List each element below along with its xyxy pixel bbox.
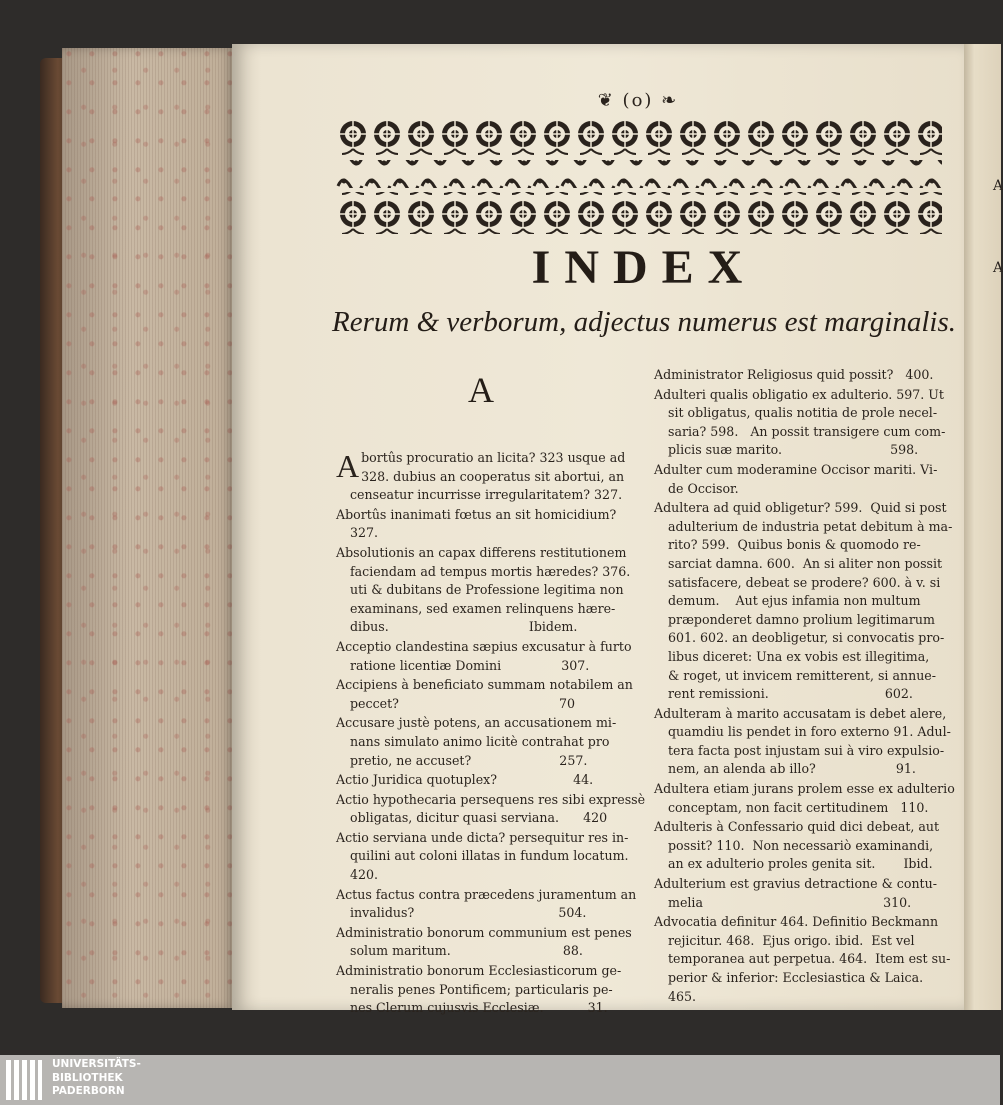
index-entry-line: Abortûs inanimati fœtus an sit homicidium? bbox=[336, 506, 617, 522]
library-name bbox=[52, 1058, 141, 1099]
index-entry bbox=[654, 461, 950, 498]
index-entry-line: sit obligatus, qualis notitia de prole necel- bbox=[668, 405, 938, 421]
index-entry-line: Adultera etiam jurans prolem esse ex adulterio bbox=[654, 781, 955, 797]
index-entry-line: præponderet damno prolium legitimarum bbox=[668, 611, 935, 627]
index-entry bbox=[654, 386, 950, 460]
index-entry-line: nes Clerum cujusvis Ecclesiæ. 31. bbox=[350, 1000, 608, 1016]
library-logo-icon bbox=[6, 1060, 42, 1100]
index-entry-line: adulterium de industria petat debitum à ma- bbox=[668, 518, 953, 534]
page-subtitle: Rerum & verborum, adjectus numerus est marginalis. bbox=[332, 306, 956, 338]
index-column-left bbox=[336, 448, 646, 1019]
index-entry bbox=[654, 875, 950, 912]
index-entry-line: rent remissioni. 602. bbox=[668, 686, 913, 702]
index-entry bbox=[336, 886, 642, 923]
index-entry-line: temporanea aut perpetua. 464. Item est su- bbox=[668, 951, 951, 967]
index-entry bbox=[654, 499, 953, 704]
index-entry bbox=[336, 544, 642, 637]
index-entry-line: bortûs procuratio an licita? 323 usque ad bbox=[361, 450, 626, 465]
index-entry-line: censeatur incurrisse irregularitatem? 327. bbox=[350, 487, 623, 503]
index-entry-line: 328. dubius an cooperatus sit abortui, an bbox=[361, 468, 625, 484]
ornamental-headpiece bbox=[336, 116, 942, 234]
index-page bbox=[232, 44, 964, 1016]
index-entry bbox=[654, 913, 950, 1006]
index-entry-line: melia 310. bbox=[668, 894, 912, 910]
index-entry-line: Actio Juridica quotuplex? 44. bbox=[336, 772, 594, 788]
index-entry-line: Actus factus contra præcedens juramentum an bbox=[336, 886, 637, 902]
library-name-line: UNIVERSITÄTS- bbox=[52, 1058, 141, 1070]
facing-page-letter: A bbox=[993, 260, 1003, 276]
index-column-right bbox=[654, 366, 955, 1007]
drop-capital: A bbox=[336, 448, 360, 484]
index-entry-line: Adulter cum moderamine Occisor mariti. Vi- bbox=[654, 461, 938, 477]
index-entry-line: nans simulato animo licitè contrahat pro bbox=[350, 733, 610, 749]
page-fore-edge bbox=[62, 48, 234, 1008]
index-entry-line: satisfacere, debeat se prodere? 600. à v. si bbox=[668, 574, 941, 590]
index-entry-line: Administrator Religiosus quid possit? 400. bbox=[654, 367, 934, 382]
index-entry bbox=[336, 962, 642, 1018]
index-entry-line: Adultera ad quid obligetur? 599. Quid si post bbox=[654, 500, 947, 516]
index-entry-line: peccet? 70 bbox=[350, 695, 576, 711]
index-entry-line: ratione licentiæ Domini 307. bbox=[350, 657, 590, 673]
index-entry bbox=[336, 449, 642, 505]
index-entry-line: uti & dubitans de Professione legitima non bbox=[350, 582, 624, 598]
index-entry bbox=[654, 818, 950, 874]
index-entry-line: 465. bbox=[668, 988, 697, 1004]
index-entry-line: quamdiu lis pendet in foro externo 91. Adul- bbox=[668, 724, 951, 740]
library-name-line: PADERBORN bbox=[52, 1085, 125, 1097]
index-entry-line: Accipiens à beneficiato summam notabilem an bbox=[336, 677, 633, 693]
index-entry-line: Administratio bonorum communium est penes bbox=[336, 924, 632, 940]
index-entry-line: obligatas, dicitur quasi serviana. 420 bbox=[350, 810, 608, 826]
index-entry-line: Adulteri qualis obligatio ex adulterio. 597. Ut bbox=[654, 386, 944, 402]
folio-header bbox=[578, 90, 698, 111]
index-entry-line: Accusare justè potens, an accusationem mi- bbox=[336, 715, 617, 731]
index-entry-line: Advocatia definitur 464. Definitio Beckmann bbox=[654, 914, 939, 930]
index-entry-line: possit? 110. Non necessariò examinandi, bbox=[668, 837, 934, 853]
index-entry-line: Adulteram à marito accusatam is debet alere, bbox=[654, 705, 947, 721]
index-entry-line: sarciat damna. 600. An si aliter non possit bbox=[668, 555, 943, 571]
index-entry-line: saria? 598. An possit transigere cum com- bbox=[668, 423, 946, 439]
index-entry-line: perior & inferior: Ecclesiastica & Laica. bbox=[668, 970, 924, 985]
index-entry-line: faciendam ad tempus mortis hæredes? 376. bbox=[350, 563, 631, 579]
index-entry bbox=[336, 638, 642, 675]
index-entry-line: 601. 602. an deobligetur, si convocatis pro- bbox=[668, 630, 945, 646]
index-entry-line: rejicitur. 468. Ejus origo. ibid. Est vel bbox=[668, 932, 915, 948]
index-entry-line: & roget, ut invicem remitterent, si annue- bbox=[668, 667, 937, 683]
index-entry-line: conceptam, non facit certitudinem 110. bbox=[668, 799, 929, 815]
index-entry-line: demum. Aut ejus infamia non multum bbox=[668, 593, 921, 609]
index-entry-line: rito? 599. Quibus bonis & quomodo re- bbox=[668, 537, 921, 553]
index-entry-line: an ex adulterio proles genita sit. Ibid. bbox=[668, 856, 933, 872]
section-letter: A bbox=[468, 370, 494, 410]
index-entry-line: de Occisor. bbox=[668, 480, 739, 496]
index-entry-line: examinans, sed examen relinquens hære- bbox=[350, 600, 616, 616]
index-entry bbox=[336, 506, 642, 543]
fleuron-right-icon: ❧ bbox=[661, 90, 679, 111]
index-entry bbox=[654, 705, 950, 779]
index-entry bbox=[336, 791, 646, 828]
index-entry bbox=[654, 366, 950, 385]
index-entry-line: 327. bbox=[350, 525, 379, 541]
index-entry-line: tera facta post injustam sui à viro expulsio- bbox=[668, 742, 945, 758]
index-entry bbox=[654, 780, 955, 817]
index-entry-line: Actio serviana unde dicta? persequitur res in- bbox=[336, 829, 629, 845]
index-entry-line: Actio hypothecaria persequens res sibi expressè bbox=[336, 791, 646, 807]
folio-number: (o) bbox=[622, 90, 654, 111]
index-entry bbox=[336, 924, 642, 961]
index-entry-line: Adulteris à Confessario quid dici debeat, aut bbox=[654, 819, 940, 835]
index-entry bbox=[336, 771, 642, 790]
index-entry-line: plicis suæ marito. 598. bbox=[668, 442, 919, 458]
index-entry-line: solum maritum. 88. bbox=[350, 943, 583, 959]
facing-page-letter: A bbox=[993, 178, 1003, 194]
library-name-line: BIBLIOTHEK bbox=[52, 1071, 123, 1084]
index-entry-line: quilini aut coloni illatas in fundum locatum. bbox=[350, 848, 629, 864]
index-entry-line: neralis penes Pontificem; particularis pe- bbox=[350, 981, 613, 997]
index-entry-line: Acceptio clandestina sæpius excusatur à furto bbox=[336, 638, 632, 654]
index-entry-line: Absolutionis an capax differens restitutionem bbox=[336, 544, 627, 560]
index-entry-line: Adulterium est gravius detractione & contu- bbox=[654, 876, 937, 892]
fleuron-left-icon: ❦ bbox=[597, 90, 615, 111]
index-entry-line: invalidus? 504. bbox=[350, 905, 587, 921]
library-footer bbox=[0, 1055, 1000, 1105]
index-entry-line: libus diceret: Una ex vobis est illegitima, bbox=[668, 648, 930, 664]
index-entry-line: Administratio bonorum Ecclesiasticorum ge- bbox=[336, 963, 622, 979]
index-entry bbox=[336, 829, 642, 885]
index-entry-line: nem, an alenda ab illo? 91. bbox=[668, 761, 916, 777]
index-entry-line: 420. bbox=[350, 867, 379, 883]
index-entry bbox=[336, 676, 642, 713]
index-entry-line: pretio, ne accuset? 257. bbox=[350, 752, 588, 768]
page-title: INDEX bbox=[531, 241, 757, 294]
index-entry-line: dibus. Ibidem. bbox=[350, 619, 578, 635]
index-entry bbox=[336, 714, 642, 770]
